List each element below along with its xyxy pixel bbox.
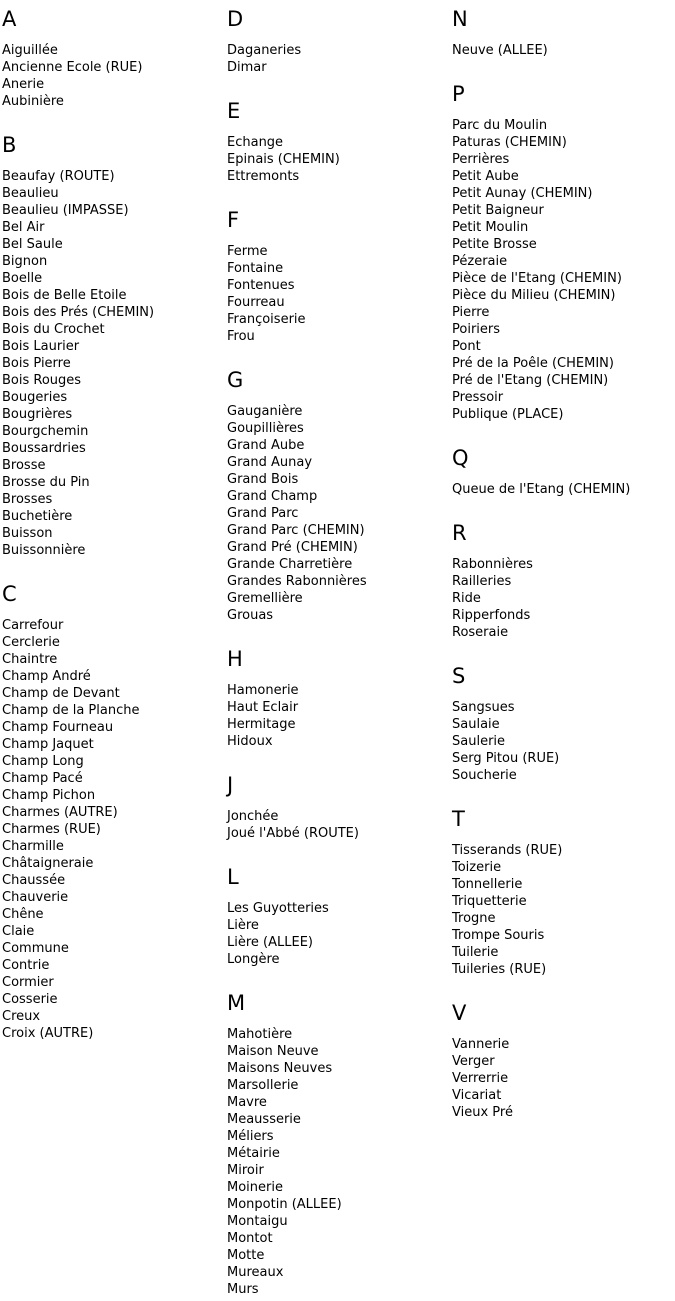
street-list-item[interactable]: Grand Bois <box>227 472 299 487</box>
street-list-item[interactable]: Mureaux <box>227 1265 284 1280</box>
section-letter-heading: G <box>227 368 244 392</box>
street-list-item[interactable]: Bel Air <box>2 220 45 235</box>
letter-section <box>2 8 225 110</box>
street-list-item[interactable]: Rabonnières <box>452 557 533 572</box>
section-letter-heading: V <box>452 1001 467 1025</box>
street-list-item[interactable]: Perrières <box>452 152 510 167</box>
street-list-item[interactable]: Poiriers <box>452 322 501 337</box>
street-list-item[interactable]: Champ de la Planche <box>2 703 140 718</box>
street-list-item[interactable]: Fontenues <box>227 278 295 293</box>
street-list-item[interactable]: Commune <box>2 941 69 956</box>
index-column <box>0 8 225 1042</box>
street-list-item[interactable]: Mahotière <box>227 1027 293 1042</box>
street-list-item[interactable]: Champ Long <box>2 754 84 769</box>
section-letter-heading: J <box>227 773 234 797</box>
street-list-item[interactable]: Bois des Prés (CHEMIN) <box>2 305 155 320</box>
street-list <box>452 42 675 59</box>
street-list <box>227 808 450 842</box>
letter-section <box>452 665 675 784</box>
street-list <box>452 117 675 423</box>
street-list-item[interactable]: Charmes (AUTRE) <box>2 805 118 820</box>
street-list-item[interactable]: Hidoux <box>227 734 273 749</box>
letter-section <box>452 83 675 423</box>
street-list <box>227 682 450 750</box>
street-list-item[interactable]: Soucherie <box>452 768 517 783</box>
street-list <box>227 900 450 968</box>
street-list-item[interactable]: Neuve (ALLEE) <box>452 43 548 58</box>
letter-section <box>452 522 675 641</box>
street-list-item[interactable]: Longère <box>227 952 280 967</box>
street-list-item[interactable]: Aiguillée <box>2 43 58 58</box>
street-list-item[interactable]: Creux <box>2 1009 41 1024</box>
letter-section <box>2 583 225 1042</box>
section-letter-heading: D <box>227 7 244 31</box>
street-list-item[interactable]: Dimar <box>227 60 267 75</box>
street-list-item[interactable]: Railleries <box>452 574 512 589</box>
street-list-item[interactable]: Murs <box>227 1282 259 1297</box>
street-list <box>2 42 225 110</box>
street-list-item[interactable]: Méliers <box>227 1129 274 1144</box>
street-list-item[interactable]: Grand Aube <box>227 438 305 453</box>
street-list-item[interactable]: Châtaigneraie <box>2 856 94 871</box>
street-list-item[interactable]: Mavre <box>227 1095 267 1110</box>
street-list-item[interactable]: Boussardries <box>2 441 86 456</box>
section-letter-heading: L <box>227 865 239 889</box>
letter-section <box>227 100 450 185</box>
letter-section <box>452 447 675 498</box>
section-letter-heading: F <box>227 208 240 232</box>
street-list-item[interactable]: Pézeraie <box>452 254 508 269</box>
street-list-item[interactable]: Joué l'Abbé (ROUTE) <box>227 826 359 841</box>
street-list-item[interactable]: Epinais (CHEMIN) <box>227 152 340 167</box>
street-list-item[interactable]: Vicariat <box>452 1088 502 1103</box>
street-list-item[interactable]: Claie <box>2 924 35 939</box>
street-list-item[interactable]: Bois de Belle Etoile <box>2 288 127 303</box>
street-list-item[interactable]: Bourgchemin <box>2 424 89 439</box>
street-list-item[interactable]: Gremellière <box>227 591 303 606</box>
street-list-item[interactable]: Bel Saule <box>2 237 63 252</box>
street-list-item[interactable]: Paturas (CHEMIN) <box>452 135 567 150</box>
street-list-item[interactable]: Carrefour <box>2 618 64 633</box>
section-letter-heading: S <box>452 664 466 688</box>
street-list-item[interactable]: Cerclerie <box>2 635 60 650</box>
section-letter-heading: Q <box>452 446 469 470</box>
street-list-item[interactable]: Tisserands (RUE) <box>452 843 563 858</box>
street-list-item[interactable]: Daganeries <box>227 43 302 58</box>
street-list-item[interactable]: Ferme <box>227 244 268 259</box>
street-list-item[interactable]: Jonchée <box>227 809 279 824</box>
street-list-item[interactable]: Vannerie <box>452 1037 510 1052</box>
street-list-item[interactable]: Grand Parc <box>227 506 299 521</box>
street-list-item[interactable]: Ride <box>452 591 481 606</box>
street-list <box>452 481 675 498</box>
street-list <box>452 842 675 978</box>
street-list-item[interactable]: Gauganière <box>227 404 303 419</box>
letter-section <box>452 808 675 978</box>
street-list <box>452 699 675 784</box>
street-list <box>227 403 450 624</box>
section-letter-heading: A <box>2 7 17 31</box>
street-list-item[interactable]: Bois du Crochet <box>2 322 105 337</box>
street-list-item[interactable]: Ancienne Ecole (RUE) <box>2 60 143 75</box>
letter-section <box>227 648 450 750</box>
street-list-item[interactable]: Meausserie <box>227 1112 301 1127</box>
street-list-item[interactable]: Trogne <box>452 911 496 926</box>
street-list-item[interactable]: Vieux Pré <box>452 1105 513 1120</box>
street-list-item[interactable]: Maison Neuve <box>227 1044 319 1059</box>
street-list-item[interactable]: Pressoir <box>452 390 504 405</box>
street-list-item[interactable]: Croix (AUTRE) <box>2 1026 94 1041</box>
street-list <box>227 134 450 185</box>
street-list-item[interactable]: Miroir <box>227 1163 264 1178</box>
street-list-item[interactable]: Tonnellerie <box>452 877 523 892</box>
letter-section <box>227 369 450 624</box>
street-list-item[interactable]: Champ Pichon <box>2 788 96 803</box>
street-list-item[interactable]: Grouas <box>227 608 274 623</box>
section-letter-heading: B <box>2 133 17 157</box>
street-list <box>2 617 225 1042</box>
street-list-item[interactable]: Lière <box>227 918 259 933</box>
street-list-item[interactable]: Toizerie <box>452 860 502 875</box>
street-list-item[interactable]: Petit Aunay (CHEMIN) <box>452 186 593 201</box>
street-list-item[interactable]: Petite Brosse <box>452 237 537 252</box>
section-letter-heading: R <box>452 521 467 545</box>
letter-section <box>452 1002 675 1121</box>
street-list-item[interactable]: Champ Jaquet <box>2 737 94 752</box>
street-list-item[interactable]: Parc du Moulin <box>452 118 548 133</box>
section-letter-heading: M <box>227 991 246 1015</box>
street-list-item[interactable]: Chaintre <box>2 652 58 667</box>
street-list-item[interactable]: Chauverie <box>2 890 69 905</box>
street-list <box>227 42 450 76</box>
street-list-item[interactable]: Hermitage <box>227 717 296 732</box>
street-list-item[interactable]: Aubinière <box>2 94 64 109</box>
street-list-item[interactable]: Hamonerie <box>227 683 299 698</box>
street-list-item[interactable]: Françoiserie <box>227 312 306 327</box>
street-list-item[interactable]: Brosse du Pin <box>2 475 90 490</box>
street-list-item[interactable]: Champ Pacé <box>2 771 83 786</box>
street-list-item[interactable]: Trompe Souris <box>452 928 545 943</box>
street-list-item[interactable]: Buchetière <box>2 509 73 524</box>
street-list <box>2 168 225 559</box>
street-list <box>227 243 450 345</box>
street-list-item[interactable]: Roseraie <box>452 625 509 640</box>
street-list-item[interactable]: Bois Laurier <box>2 339 80 354</box>
street-list-item[interactable]: Pièce du Milieu (CHEMIN) <box>452 288 616 303</box>
street-list-item[interactable]: Saulaie <box>452 717 500 732</box>
street-list-item[interactable]: Montot <box>227 1231 273 1246</box>
street-list-item[interactable]: Grandes Rabonnières <box>227 574 367 589</box>
street-list-item[interactable]: Sangsues <box>452 700 515 715</box>
street-list-item[interactable]: Champ de Devant <box>2 686 120 701</box>
street-list-item[interactable]: Maisons Neuves <box>227 1061 333 1076</box>
street-list-item[interactable]: Lière (ALLEE) <box>227 935 313 950</box>
letter-section <box>227 8 450 76</box>
index-column <box>225 8 450 1298</box>
street-list-item[interactable]: Petit Baigneur <box>452 203 544 218</box>
street-list-item[interactable]: Bougeries <box>2 390 68 405</box>
street-list-item[interactable]: Anerie <box>2 77 45 92</box>
street-list-item[interactable]: Tuilerie <box>452 945 499 960</box>
street-list-item[interactable]: Haut Eclair <box>227 700 299 715</box>
street-list-item[interactable]: Moinerie <box>227 1180 283 1195</box>
street-list-item[interactable]: Cormier <box>2 975 54 990</box>
letter-section <box>227 774 450 842</box>
street-list-item[interactable]: Champ André <box>2 669 91 684</box>
street-list-item[interactable]: Charmille <box>2 839 64 854</box>
street-list-item[interactable]: Chaussée <box>2 873 66 888</box>
street-list-item[interactable]: Verger <box>452 1054 495 1069</box>
street-list-item[interactable]: Verrerrie <box>452 1071 509 1086</box>
street-list-item[interactable]: Bois Rouges <box>2 373 82 388</box>
street-list-item[interactable]: Beaulieu <box>2 186 59 201</box>
street-list-item[interactable]: Buisson <box>2 526 53 541</box>
street-list-item[interactable]: Echange <box>227 135 284 150</box>
street-list-item[interactable]: Pont <box>452 339 481 354</box>
street-list-item[interactable]: Pierre <box>452 305 490 320</box>
street-list-item[interactable]: Métairie <box>227 1146 280 1161</box>
street-list-item[interactable]: Grand Pré (CHEMIN) <box>227 540 358 555</box>
street-list-item[interactable]: Chêne <box>2 907 44 922</box>
street-list-item[interactable]: Publique (PLACE) <box>452 407 564 422</box>
section-letter-heading: H <box>227 647 243 671</box>
street-list-item[interactable]: Grande Charretière <box>227 557 353 572</box>
letter-section <box>227 992 450 1298</box>
street-list-item[interactable]: Fourreau <box>227 295 285 310</box>
street-list-item[interactable]: Pièce de l'Etang (CHEMIN) <box>452 271 622 286</box>
street-list-item[interactable]: Grand Champ <box>227 489 318 504</box>
street-list <box>452 556 675 641</box>
letter-section <box>2 134 225 559</box>
street-list-item[interactable]: Brosse <box>2 458 46 473</box>
street-list-item[interactable]: Beaulieu (IMPASSE) <box>2 203 129 218</box>
street-list <box>227 1026 450 1298</box>
street-list-item[interactable]: Tuileries (RUE) <box>452 962 547 977</box>
street-list-item[interactable]: Marsollerie <box>227 1078 299 1093</box>
street-list-item[interactable]: Contrie <box>2 958 50 973</box>
street-list-item[interactable]: Grand Aunay <box>227 455 313 470</box>
street-list-item[interactable]: Goupillières <box>227 421 304 436</box>
street-list-item[interactable]: Grand Parc (CHEMIN) <box>227 523 365 538</box>
street-list-item[interactable]: Ripperfonds <box>452 608 531 623</box>
street-list-item[interactable]: Frou <box>227 329 255 344</box>
street-list-item[interactable]: Petit Moulin <box>452 220 529 235</box>
street-list-item[interactable]: Champ Fourneau <box>2 720 114 735</box>
letter-section <box>227 866 450 968</box>
street-list-item[interactable]: Queue de l'Etang (CHEMIN) <box>452 482 631 497</box>
index-column <box>450 8 675 1121</box>
street-list-item[interactable]: Cosserie <box>2 992 58 1007</box>
street-list-item[interactable]: Charmes (RUE) <box>2 822 101 837</box>
street-list-item[interactable]: Monpotin (ALLEE) <box>227 1197 342 1212</box>
letter-section <box>227 209 450 345</box>
section-letter-heading: P <box>452 82 465 106</box>
section-letter-heading: E <box>227 99 241 123</box>
street-list-item[interactable]: Beaufay (ROUTE) <box>2 169 115 184</box>
section-letter-heading: C <box>2 582 17 606</box>
street-list-item[interactable]: Triquetterie <box>452 894 527 909</box>
street-list-item[interactable]: Ettremonts <box>227 169 300 184</box>
street-list-item[interactable]: Saulerie <box>452 734 506 749</box>
street-list-item[interactable]: Serg Pitou (RUE) <box>452 751 560 766</box>
street-list-item[interactable]: Bougrières <box>2 407 73 422</box>
street-list <box>452 1036 675 1121</box>
street-list-item[interactable]: Bois Pierre <box>2 356 71 371</box>
street-list-item[interactable]: Fontaine <box>227 261 284 276</box>
street-list-item[interactable]: Boelle <box>2 271 43 286</box>
section-letter-heading: T <box>452 807 465 831</box>
street-list-item[interactable]: Montaigu <box>227 1214 288 1229</box>
letter-section <box>452 8 675 59</box>
street-list-item[interactable]: Petit Aube <box>452 169 519 184</box>
street-list-item[interactable]: Pré de la Poêle (CHEMIN) <box>452 356 614 371</box>
street-list-item[interactable]: Brosses <box>2 492 53 507</box>
street-list-item[interactable]: Buissonnière <box>2 543 86 558</box>
street-list-item[interactable]: Pré de l'Etang (CHEMIN) <box>452 373 609 388</box>
street-list-item[interactable]: Motte <box>227 1248 265 1263</box>
street-list-item[interactable]: Bignon <box>2 254 48 269</box>
street-list-item[interactable]: Les Guyotteries <box>227 901 329 916</box>
section-letter-heading: N <box>452 7 468 31</box>
